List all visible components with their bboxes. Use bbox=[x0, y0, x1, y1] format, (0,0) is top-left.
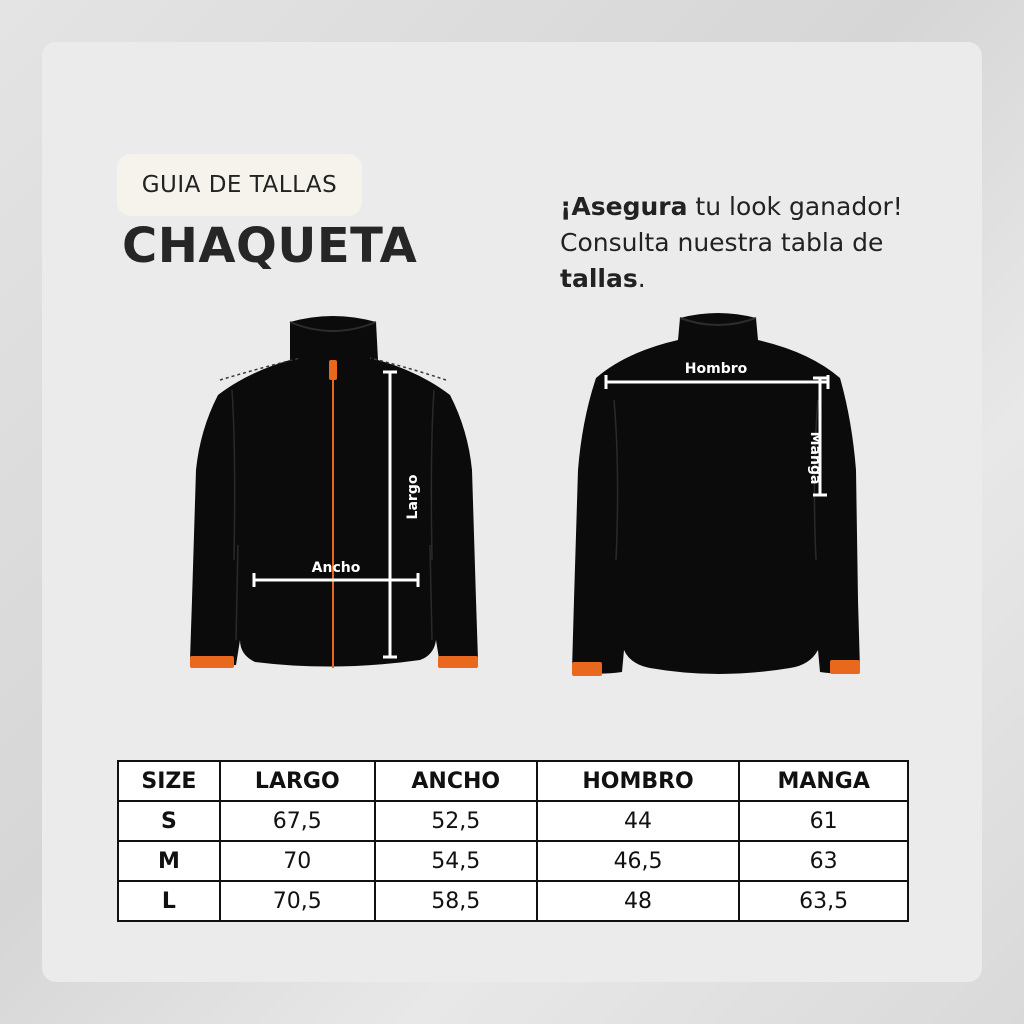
ancho-cell: 54,5 bbox=[375, 841, 537, 881]
hombro-cell: 48 bbox=[537, 881, 740, 921]
table-row bbox=[118, 881, 908, 921]
manga-label: Manga bbox=[807, 431, 823, 485]
jacket-front bbox=[190, 316, 478, 668]
jacket-back bbox=[572, 313, 860, 676]
guide-label: GUIA DE TALLAS bbox=[141, 172, 338, 198]
ancho-label: Ancho bbox=[311, 560, 361, 576]
header-size: SIZE bbox=[118, 761, 220, 801]
header-ancho: ANCHO bbox=[375, 761, 537, 801]
ancho-cell: 58,5 bbox=[375, 881, 537, 921]
header-hombro: HOMBRO bbox=[537, 761, 740, 801]
table-header-row bbox=[118, 761, 908, 801]
largo-cell: 67,5 bbox=[220, 801, 375, 841]
zipper-pull bbox=[329, 360, 337, 380]
tagline-end: . bbox=[637, 264, 646, 293]
table-row bbox=[118, 801, 908, 841]
product-title: CHAQUETA bbox=[122, 218, 418, 274]
tagline-line2: Consulta nuestra tabla de bbox=[560, 228, 884, 257]
largo-label: Largo bbox=[405, 474, 421, 520]
ancho-cell: 52,5 bbox=[375, 801, 537, 841]
size-cell: S bbox=[118, 801, 220, 841]
hombro-cell: 44 bbox=[537, 801, 740, 841]
manga-cell: 61 bbox=[739, 801, 908, 841]
table-row bbox=[118, 841, 908, 881]
tagline-emphasis-2: tallas bbox=[560, 264, 638, 293]
manga-cell: 63,5 bbox=[739, 881, 908, 921]
tagline-text: tu look ganador! bbox=[687, 192, 903, 221]
cuff-left bbox=[190, 656, 234, 668]
largo-cell: 70 bbox=[220, 841, 375, 881]
cuff-right bbox=[438, 656, 478, 668]
size-cell: M bbox=[118, 841, 220, 881]
tagline-emphasis: ¡Asegura bbox=[560, 192, 688, 221]
cuff-back-left bbox=[572, 662, 602, 676]
hombro-cell: 46,5 bbox=[537, 841, 740, 881]
manga-cell: 63 bbox=[739, 841, 908, 881]
cuff-back-right bbox=[830, 660, 860, 674]
header-manga: MANGA bbox=[739, 761, 908, 801]
size-table bbox=[117, 760, 909, 922]
size-cell: L bbox=[118, 881, 220, 921]
hombro-label: Hombro bbox=[684, 361, 748, 377]
header-largo: LARGO bbox=[220, 761, 375, 801]
largo-cell: 70,5 bbox=[220, 881, 375, 921]
